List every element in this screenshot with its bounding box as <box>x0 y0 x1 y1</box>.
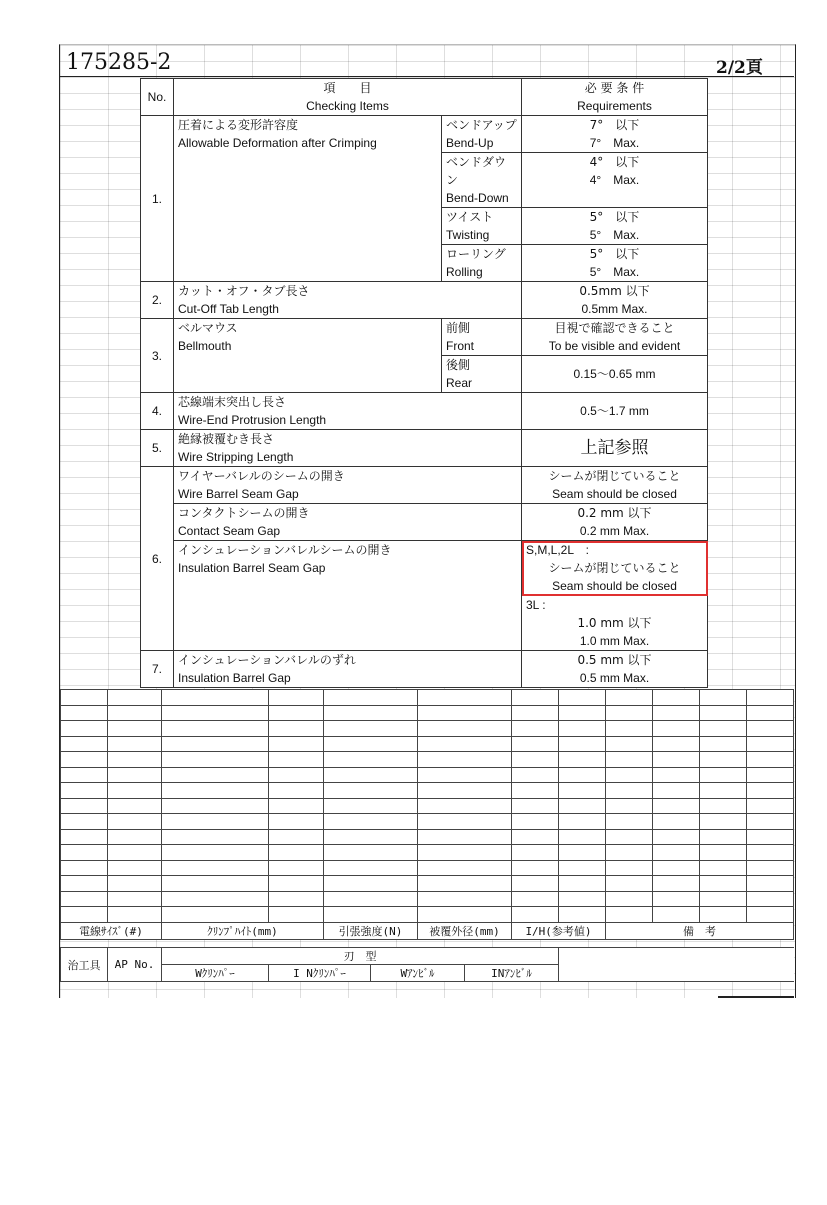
crimp-height-label: ｸﾘﾝﾌﾟﾊｲﾄ(mm) <box>162 922 324 939</box>
row-no: 2. <box>141 282 174 319</box>
item-label: コンタクトシームの開き Contact Seam Gap <box>174 504 522 541</box>
checking-items-table <box>140 78 708 688</box>
remarks-label: 備 考 <box>606 922 794 939</box>
requirement-cell: 3L : 1.0 mm 以下 1.0 mm Max. <box>522 596 708 651</box>
jig-label: 治工具 <box>61 948 108 982</box>
in-crimper-label: I Nｸﾘﾝﾊﾟｰ <box>269 965 371 982</box>
row-no: 5. <box>141 430 174 467</box>
table-header-row <box>141 79 708 116</box>
requirement-cell: 7° 以下 7° Max. <box>522 116 708 153</box>
table-row <box>141 282 708 319</box>
item-label: 圧着による変形許容度 Allowable Deformation after Crimping <box>174 116 442 282</box>
table-row <box>141 393 708 430</box>
requirement-cell: 0.5～1.7 mm <box>522 393 708 430</box>
grid-rows <box>61 690 794 923</box>
item-label: カット・オフ・タブ長さ Cut-Off Tab Length <box>174 282 522 319</box>
row-no: 4. <box>141 393 174 430</box>
item-label: インシュレーションバレルのずれ Insulation Barrel Gap <box>174 651 522 688</box>
sub-item-label: ベンドアップ Bend-Up <box>442 116 522 153</box>
requirement-cell: 上記参照 <box>522 430 708 467</box>
requirement-cell: 5° 以下 5° Max. <box>522 208 708 245</box>
header-item: 項 目 Checking Items <box>174 79 522 116</box>
page-number: 2/2頁 <box>716 58 763 78</box>
row-no: 3. <box>141 319 174 393</box>
item-label: 絶縁被覆むき長さ Wire Stripping Length <box>174 430 522 467</box>
size-label: S,M,L,2L : <box>526 543 589 557</box>
ih-reference-label: I/H(参考値) <box>512 922 606 939</box>
header-no: No. <box>141 79 174 116</box>
requirement-cell: 0.15～0.65 mm <box>522 356 708 393</box>
requirement-cell: 0.2 mm 以下 0.2 mm Max. <box>522 504 708 541</box>
item-label: ベルマウス Bellmouth <box>174 319 442 393</box>
in-anvil-label: INｱﾝﾋﾞﾙ <box>465 965 559 982</box>
table-row <box>141 504 708 541</box>
bottom-rule <box>718 996 794 998</box>
table-row <box>141 430 708 467</box>
item-label: ワイヤーバレルのシームの開き Wire Barrel Seam Gap <box>174 467 522 504</box>
row-no: 7. <box>141 651 174 688</box>
table-row <box>141 541 708 596</box>
blade-type-label: 刃 型 <box>162 948 559 965</box>
table-row <box>141 319 708 356</box>
w-crimper-label: Wｸﾘﾝﾊﾟｰ <box>162 965 269 982</box>
measurement-label-row <box>61 922 794 939</box>
insulation-diameter-label: 被覆外径(mm) <box>418 922 512 939</box>
ap-no-label: AP No. <box>108 948 162 982</box>
item-label: インシュレーションバレルシームの開き Insulation Barrel Seam Gap <box>174 541 522 651</box>
header-divider <box>59 76 794 77</box>
tooling-footer <box>60 947 794 982</box>
requirement-cell: 5° 以下 5° Max. <box>522 245 708 282</box>
tensile-strength-label: 引張強度(N) <box>324 922 418 939</box>
sub-item-label: 前側 Front <box>442 319 522 356</box>
sub-item-label: ローリング Rolling <box>442 245 522 282</box>
requirement-cell: 目視で確認できること To be visible and evident <box>522 319 708 356</box>
requirement-cell: シームが閉じていること Seam should be closed <box>522 467 708 504</box>
item-label: 芯線端末突出し長さ Wire-End Protrusion Length <box>174 393 522 430</box>
requirement-cell: 4° 以下 4° Max. <box>522 153 708 208</box>
wire-size-label: 電線ｻｲｽﾞ(#) <box>61 922 162 939</box>
table-row <box>141 651 708 688</box>
w-anvil-label: Wｱﾝﾋﾞﾙ <box>371 965 465 982</box>
highlighted-requirement-cell: S,M,L,2L : シームが閉じていること Seam should be closed <box>522 541 708 596</box>
requirement-cell: 0.5mm 以下 0.5mm Max. <box>522 282 708 319</box>
row-no: 1. <box>141 116 174 282</box>
requirement-cell: 0.5 mm 以下 0.5 mm Max. <box>522 651 708 688</box>
header-requirements: 必 要 条 件 Requirements <box>522 79 708 116</box>
table-row <box>141 467 708 504</box>
sub-item-label: ベンドダウン Bend-Down <box>442 153 522 208</box>
table-row <box>141 116 708 153</box>
measurement-grid <box>60 689 794 940</box>
sub-item-label: 後側 Rear <box>442 356 522 393</box>
sub-item-label: ツイスト Twisting <box>442 208 522 245</box>
size-label: 3L : <box>526 598 546 612</box>
row-no: 6. <box>141 467 174 651</box>
document-number: 175285-2 <box>66 50 172 75</box>
